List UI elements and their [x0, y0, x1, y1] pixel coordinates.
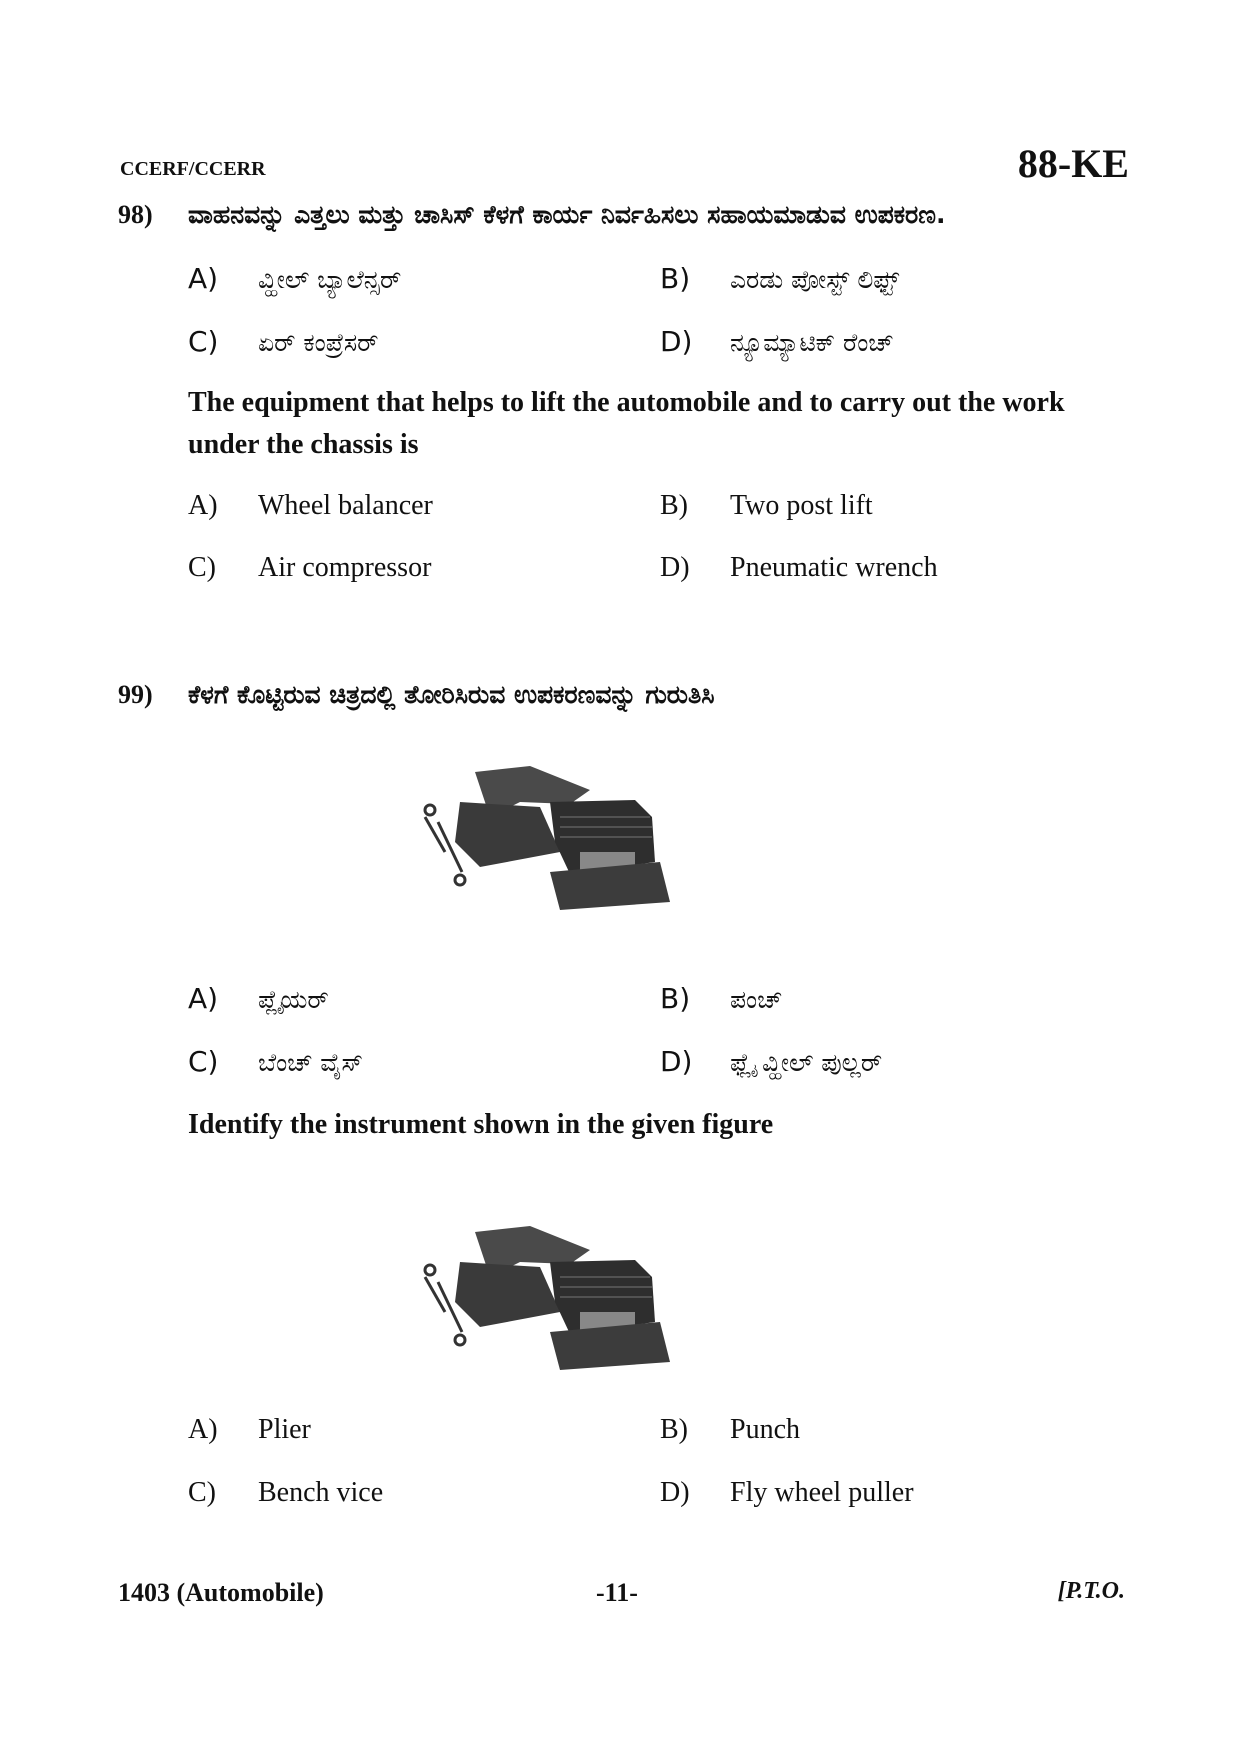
q99-en-option-d: D) Fly wheel puller — [660, 1477, 914, 1508]
page-number: -11- — [596, 1578, 638, 1607]
q99-en-option-a: A) Plier — [188, 1414, 311, 1445]
question-99-number: 99) — [118, 680, 153, 709]
q98-kn-option-a: A) ವ್ಹೀಲ್ ಬ್ಯಾಲೆನ್ಸರ್ — [188, 262, 402, 295]
q98-en-option-d: D) Pneumatic wrench — [660, 552, 938, 583]
q99-kn-option-c: C) ಬೆಂಚ್ ವೈಸ್ — [188, 1045, 363, 1078]
q98-en-option-a: A) Wheel balancer — [188, 490, 433, 521]
question-98-kannada: ವಾಹನವನ್ನು ಎತ್ತಲು ಮತ್ತು ಚಾಸಿಸ್ ಕೆಳಗೆ ಕಾರ್ಯ ನಿರ್ವಹಿಸಲು ಸಹಾಯಮಾಡುವ ಉಪಕರಣ. — [188, 200, 946, 229]
header-code: CCERF/CCERR — [120, 158, 266, 180]
q98-en-option-b: B) Two post lift — [660, 490, 873, 521]
question-99-english: Identify the instrument shown in the given figure — [188, 1109, 774, 1140]
footer-subject: 1403 (Automobile) — [118, 1578, 324, 1607]
q98-en-option-c: C) Air compressor — [188, 552, 432, 583]
question-98-number: 98) — [118, 200, 153, 229]
q99-kn-option-d: D) ಫ್ಲೈ ವ್ಹೀಲ್ ಪುಲ್ಲರ್ — [660, 1045, 883, 1078]
pto-note: [P.T.O. — [1057, 1578, 1125, 1604]
question-98-english — [188, 382, 1123, 466]
question-98-english-line1: The equipment that helps to lift the automobile and to carry out the work — [188, 387, 1065, 418]
question-99-kannada: ಕೆಳಗೆ ಕೊಟ್ಟಿರುವ ಚಿತ್ರದಲ್ಲಿ ತೋರಿಸಿರುವ ಉಪಕರಣವನ್ನು ಗುರುತಿಸಿ — [188, 680, 715, 709]
paper-code: 88-KE — [1017, 141, 1129, 186]
q98-kn-option-d: D) ನ್ಯೂಮ್ಯಾಟಿಕ್ ರೆಂಚ್ — [660, 325, 894, 358]
q99-en-option-b: B) Punch — [660, 1414, 800, 1445]
question-98-english-line2: under the chassis is — [188, 429, 419, 460]
q98-kn-option-b: B) ಎರಡು ಪೋಸ್ಟ್ ಲಿಫ್ಟ್ — [660, 262, 900, 295]
q98-kn-option-c: C) ಏರ್ ಕಂಪ್ರೆಸರ್ — [188, 325, 379, 358]
q99-kn-option-b: B) ಪಂಚ್ — [660, 982, 783, 1015]
bench-vice-figure-2 — [420, 1222, 690, 1372]
q99-kn-option-a: A) ಪ್ಲೈಯರ್ — [188, 982, 329, 1015]
bench-vice-figure-1 — [420, 762, 690, 912]
q99-en-option-c: C) Bench vice — [188, 1477, 384, 1508]
